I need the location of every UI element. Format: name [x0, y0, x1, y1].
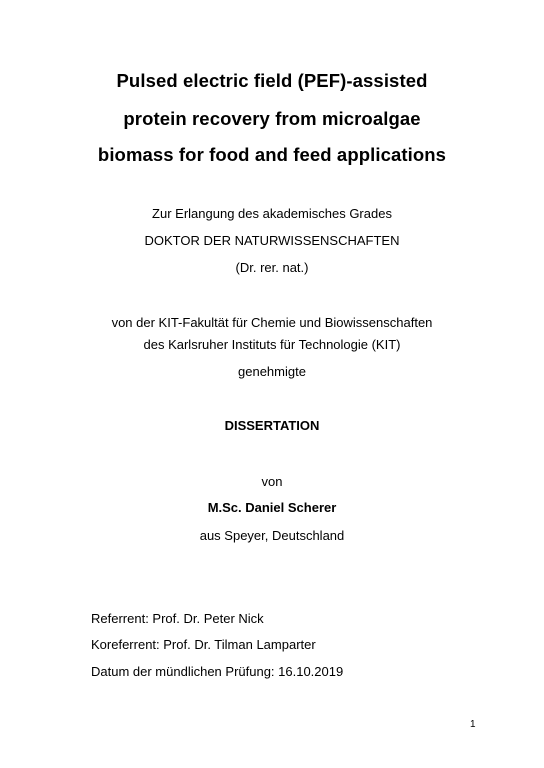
author-von: von	[261, 474, 283, 489]
faculty-line-3: genehmigte	[238, 364, 306, 379]
degree-line-2: DOKTOR DER NATURWISSENSCHAFTEN	[144, 233, 400, 248]
dissertation-label: DISSERTATION	[224, 418, 320, 433]
title-line-3: biomass for food and feed applications	[97, 144, 447, 165]
faculty-line-2: des Karlsruher Instituts für Technologie (KIT)	[143, 337, 401, 352]
title-line-1: Pulsed electric field (PEF)-assisted	[116, 70, 428, 91]
referent: Referrent: Prof. Dr. Peter Nick	[91, 611, 264, 626]
author-origin: aus Speyer, Deutschland	[199, 528, 345, 543]
page-number: 1	[470, 719, 476, 730]
title-line-2: protein recovery from microalgae	[123, 108, 421, 129]
author-name: M.Sc. Daniel Scherer	[207, 500, 337, 515]
degree-line-1: Zur Erlangung des akademisches Grades	[152, 206, 392, 221]
koreferent: Koreferrent: Prof. Dr. Tilman Lamparter	[91, 637, 316, 652]
degree-line-3: (Dr. rer. nat.)	[235, 260, 309, 275]
exam-date: Datum der mündlichen Prüfung: 16.10.2019	[91, 664, 344, 679]
faculty-line-1: von der KIT-Fakultät für Chemie und Biowissenschaften	[111, 315, 433, 330]
